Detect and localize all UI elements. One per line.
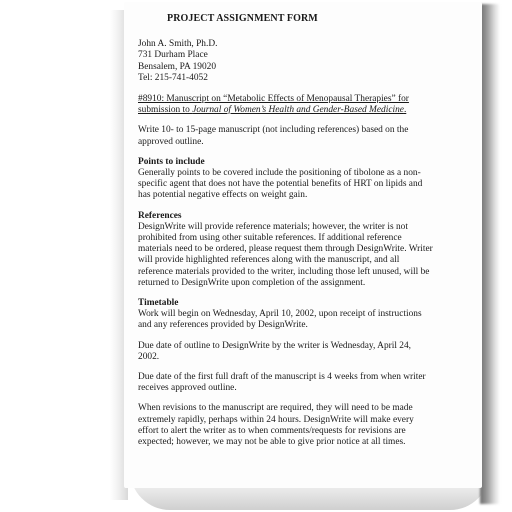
- paper-shadow-right: [480, 4, 500, 504]
- references-heading: References: [138, 210, 182, 221]
- timetable-heading: Timetable: [138, 298, 179, 309]
- author-address-block: [138, 39, 434, 84]
- points-heading: Points to include: [138, 156, 205, 167]
- assignment-manuscript-text: Manuscript on “Metabolic Effects of Menopausal Therapies” for submission to: [138, 94, 409, 116]
- author-city: Bensalem, PA 19020: [138, 61, 217, 72]
- author-name: John A. Smith, Ph.D.: [138, 39, 218, 50]
- assignment-suffix: .: [403, 105, 407, 116]
- journal-name: Journal of Women’s Health and Gender-Based Medicine: [192, 105, 404, 116]
- points-body: Generally points to be covered include the positioning of tibolone as a non-specific agent that does not have the potential benefits of HRT on lipids and has potential negative effects on weight gain.: [138, 168, 423, 201]
- timetable-start: Work will begin on Wednesday, April 10, 2002, upon receipt of instructions and any references provided by DesignWrite.: [138, 309, 422, 331]
- timetable-draft-due: Due date of the first full draft of the manuscript is 4 weeks from when writer receives approved outline.: [138, 372, 426, 394]
- references-body: DesignWrite will provide reference materials; however, the writer is not prohibited from using other suitable references. If additional reference materials need to be ordered, please request them through DesignWrite. Writer will provide highlighted references along with the manuscript, and all reference materials provided to the writer, including those left unused, will be returned to DesignWrite upon completion of the assignment.: [138, 221, 433, 288]
- author-street: 731 Durham Place: [138, 50, 208, 61]
- author-phone: Tel: 215-741-4052: [138, 72, 208, 83]
- assignment-description: [138, 94, 434, 116]
- timetable-outline-due: Due date of outline to DesignWrite by the writer is Wednesday, April 24, 2002.: [138, 340, 412, 362]
- timetable-revisions: When revisions to the manuscript are required, they will need to be made extremely rapidly, perhaps within 24 hours. DesignWrite will make every effort to alert the writer as to when comments/requests for revisions are expected; however, we may not be able to give prior notice at all times.: [138, 403, 414, 448]
- write-instruction: Write 10- to 15-page manuscript (not including references) based on the approved outline.: [138, 125, 409, 147]
- form-title: PROJECT ASSIGNMENT FORM: [167, 13, 318, 24]
- document-body: [138, 13, 434, 457]
- assignment-number: #8910:: [138, 94, 165, 105]
